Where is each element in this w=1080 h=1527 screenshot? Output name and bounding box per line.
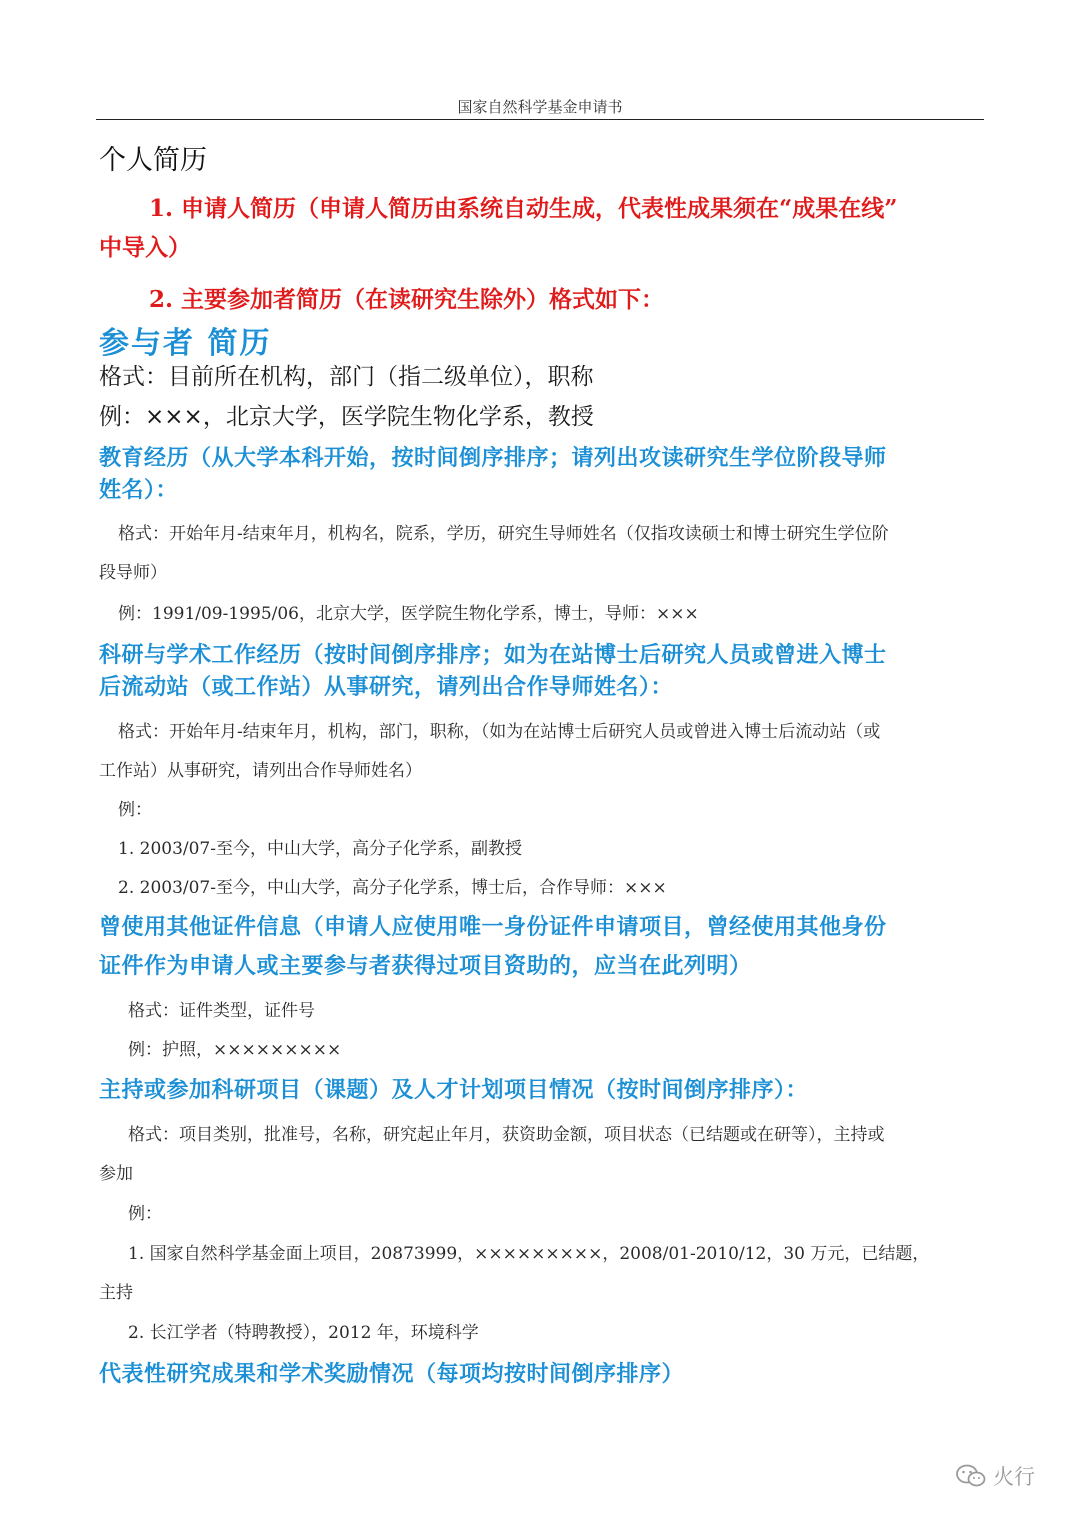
id-info-format: 格式：证件类型，证件号: [128, 1001, 315, 1021]
watermark-text: 火行: [993, 1465, 1035, 1489]
work-example-1: 1. 2003/07-至今，中山大学，高分子化学系，副教授: [118, 839, 522, 859]
id-info-heading-line2: 证件作为申请人或主要参与者获得过项目资助的，应当在此列明）: [99, 953, 752, 979]
achievements-heading: 代表性研究成果和学术奖励情况（每项均按时间倒序排序）: [99, 1361, 685, 1387]
projects-format-line2: 参加: [99, 1164, 133, 1184]
id-info-example: 例：护照，×××××××××: [128, 1040, 342, 1060]
applicant-resume-item-line2: 中导入）: [99, 234, 191, 261]
participant-resume-item: 2. 主要参加者简历（在读研究生除外）格式如下：: [149, 286, 665, 313]
education-heading-line1: 教育经历（从大学本科开始，按时间倒序排序；请列出攻读研究生学位阶段导师: [99, 445, 887, 471]
header-divider: [96, 119, 984, 120]
work-heading-line1: 科研与学术工作经历（按时间倒序排序；如为在站博士后研究人员或曾进入博士: [99, 642, 887, 668]
page-header: 国家自然科学基金申请书: [457, 98, 623, 116]
projects-example-2: 2. 长江学者（特聘教授），2012 年，环境科学: [128, 1323, 479, 1343]
work-heading-line2: 后流动站（或工作站）从事研究，请列出合作导师姓名）：: [99, 674, 674, 700]
participant-format: 格式：目前所在机构，部门（指二级单位），职称: [99, 364, 594, 390]
work-example-2: 2. 2003/07-至今，中山大学，高分子化学系，博士后，合作导师：×××: [118, 878, 667, 898]
work-example-label: 例：: [118, 800, 152, 820]
education-heading-line2: 姓名）：: [99, 477, 179, 503]
watermark: [955, 1456, 1051, 1496]
projects-heading: 主持或参加科研项目（课题）及人才计划项目情况（按时间倒序排序）：: [99, 1077, 809, 1103]
section-title: 个人简历: [99, 145, 207, 176]
work-format-line1: 格式：开始年月-结束年月，机构，部门，职称，（如为在站博士后研究人员或曾进入博士后流动站（或: [118, 722, 881, 742]
work-format-line2: 工作站）从事研究，请列出合作导师姓名）: [99, 761, 422, 781]
id-info-heading-line1: 曾使用其他证件信息（申请人应使用唯一身份证件申请项目，曾经使用其他身份: [99, 914, 887, 940]
participant-example: 例：×××，北京大学，医学院生物化学系，教授: [99, 404, 594, 430]
projects-example-1-line2: 主持: [99, 1283, 133, 1303]
projects-example-label: 例：: [128, 1204, 162, 1224]
education-format-line2: 段导师）: [99, 563, 167, 583]
wechat-icon: [955, 1463, 987, 1489]
applicant-resume-item-line1: 1. 申请人简历（申请人简历由系统自动生成，代表性成果须在“成果在线”: [149, 195, 898, 222]
participant-heading: 参与者 简历: [99, 326, 272, 361]
education-example: 例：1991/09-1995/06，北京大学，医学院生物化学系，博士，导师：×××: [118, 604, 699, 624]
projects-example-1-line1: 1. 国家自然科学基金面上项目，20873999，×××××××××，2008/01-2010/12，30 万元，已结题，: [128, 1244, 930, 1264]
projects-format-line1: 格式：项目类别，批准号，名称，研究起止年月，获资助金额，项目状态（已结题或在研等），主持或: [128, 1125, 885, 1145]
education-format-line1: 格式：开始年月-结束年月，机构名，院系，学历，研究生导师姓名（仅指攻读硕士和博士研究生学位阶: [118, 524, 889, 544]
